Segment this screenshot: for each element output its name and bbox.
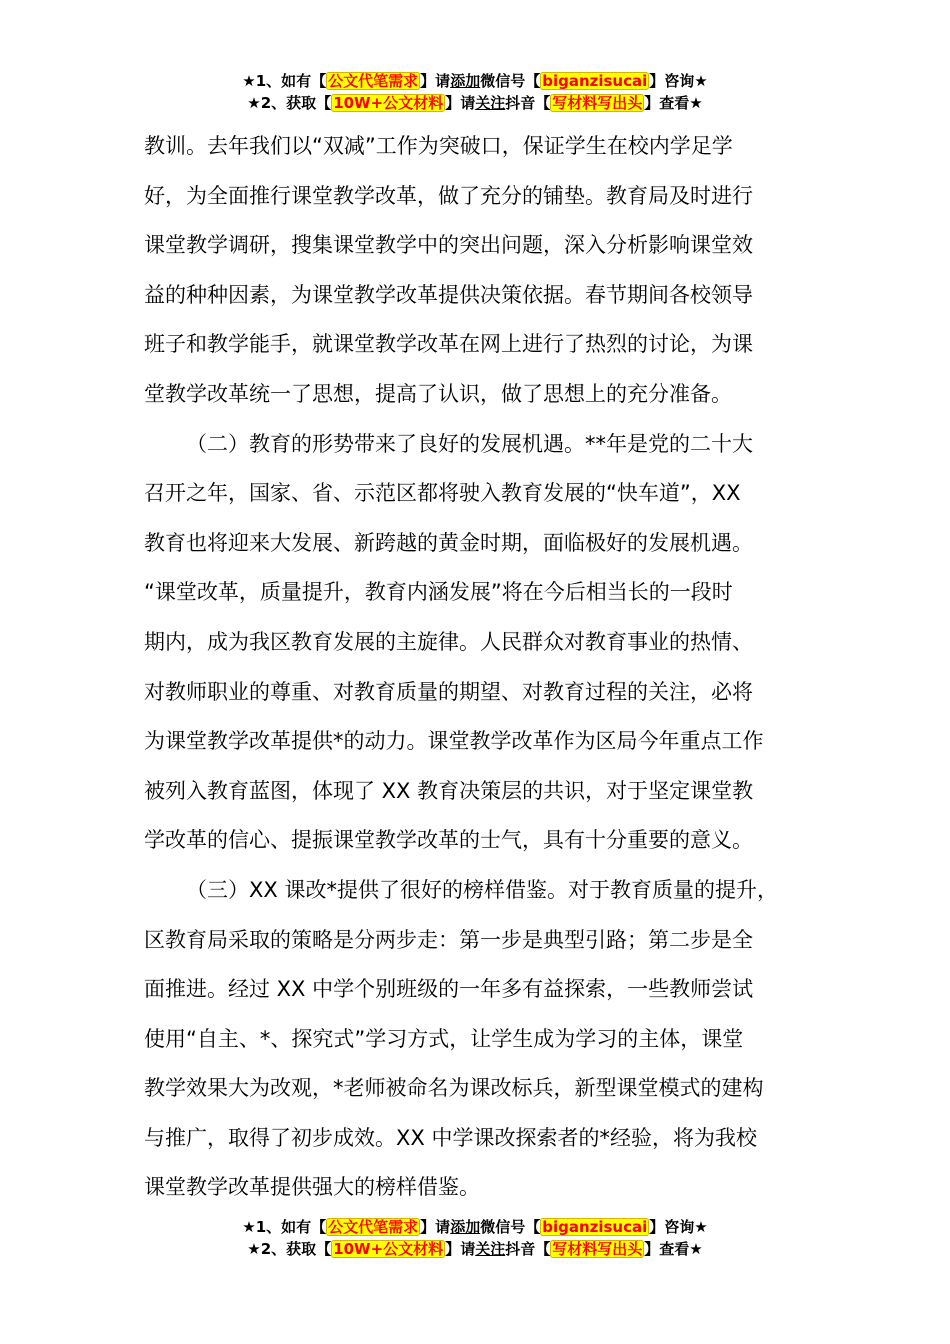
text-line: 被列入教育蓝图，体现了 XX 教育决策层的共识，对于坚定课堂教: [144, 778, 754, 803]
text-line: 为课堂教学改革提供*的动力。课堂教学改革作为区局今年重点工作: [144, 729, 764, 754]
highlight-wechat-id: biganzisucai: [542, 1218, 648, 1236]
highlight-materials: 10W+公文材料: [333, 1240, 444, 1258]
banner-line-2: ★2、获取【 10W+公文材料 】请关注抖音【 写材料写出头 】查看★: [247, 94, 703, 112]
text-line: 课堂教学调研，搜集课堂教学中的突出问题，深入分析影响课堂效: [144, 233, 753, 258]
text-line: 使用“自主、*、探究式”学习方式，让学生成为学习的主体，课堂: [144, 1026, 744, 1051]
highlight-service: 公文代笔需求: [328, 1218, 419, 1236]
text-line: 期内，成为我区教育发展的主旋律。人民群众对教育事业的热情、: [144, 629, 753, 654]
text-line: 班子和教学能手，就课堂教学改革在网上进行了热烈的讨论，为课: [144, 332, 753, 357]
text-line: 与推广，取得了初步成效。XX 中学课改探索者的*经验，将为我校: [144, 1125, 757, 1150]
highlight-wechat-id: biganzisucai: [542, 72, 648, 90]
banner-line-1: ★1、如有【 公文代笔需求 】请添加微信号【 biganzisucai 】咨询★: [242, 72, 708, 90]
text-line: 召开之年，国家、省、示范区都将驶入教育发展的“快车道”，XX: [144, 481, 741, 506]
text-line: 教训。去年我们以“双减”工作为突破口，保证学生在校内学足学: [144, 134, 733, 158]
banner-line-1: ★1、如有【 公文代笔需求 】请添加微信号【 biganzisucai 】咨询★: [242, 1218, 708, 1236]
text-line: 堂教学改革统一了思想，提高了认识，做了思想上的充分准备。: [144, 381, 732, 406]
text-line: 好，为全面推行课堂教学改革，做了充分的铺垫。教育局及时进行: [144, 183, 753, 208]
text-line: 面推进。经过 XX 中学个别班级的一年多有益探索，一些教师尝试: [144, 977, 754, 1002]
section-heading-line: （三）XX 课改*提供了很好的榜样借鉴。对于教育质量的提升，: [186, 877, 778, 902]
text-line: “课堂改革，质量提升，教育内涵发展”将在今后相当长的一段时: [144, 580, 733, 605]
highlight-materials: 10W+公文材料: [333, 94, 444, 112]
text-line: 课堂教学改革提供强大的榜样借鉴。: [144, 1175, 480, 1200]
highlight-douyin: 写材料写出头: [552, 1240, 643, 1258]
header-banner: [0, 70, 950, 114]
document-body: [144, 122, 809, 1213]
highlight-service: 公文代笔需求: [328, 72, 419, 90]
text-line: 对教师职业的尊重、对教育质量的期望、对教育过程的关注，必将: [144, 679, 753, 704]
text-line: 教学效果大为改观，*老师被命名为课改标兵，新型课堂模式的建构: [144, 1076, 764, 1101]
banner-line-2: ★2、获取【 10W+公文材料 】请关注抖音【 写材料写出头 】查看★: [247, 1240, 703, 1258]
section-heading-line: （二）教育的形势带来了良好的发展机遇。**年是党的二十大: [186, 431, 753, 456]
text-line: 区教育局采取的策略是分两步走：第一步是典型引路；第二步是全: [144, 927, 753, 952]
footer-banner: [0, 1216, 950, 1260]
text-line: 学改革的信心、提振课堂教学改革的士气，具有十分重要的意义。: [144, 828, 753, 853]
highlight-douyin: 写材料写出头: [552, 94, 643, 112]
text-line: 益的种种因素，为课堂教学改革提供决策依据。春节期间各校领导: [144, 282, 753, 307]
text-line: 教育也将迎来大发展、新跨越的黄金时期，面临极好的发展机遇。: [144, 530, 753, 555]
